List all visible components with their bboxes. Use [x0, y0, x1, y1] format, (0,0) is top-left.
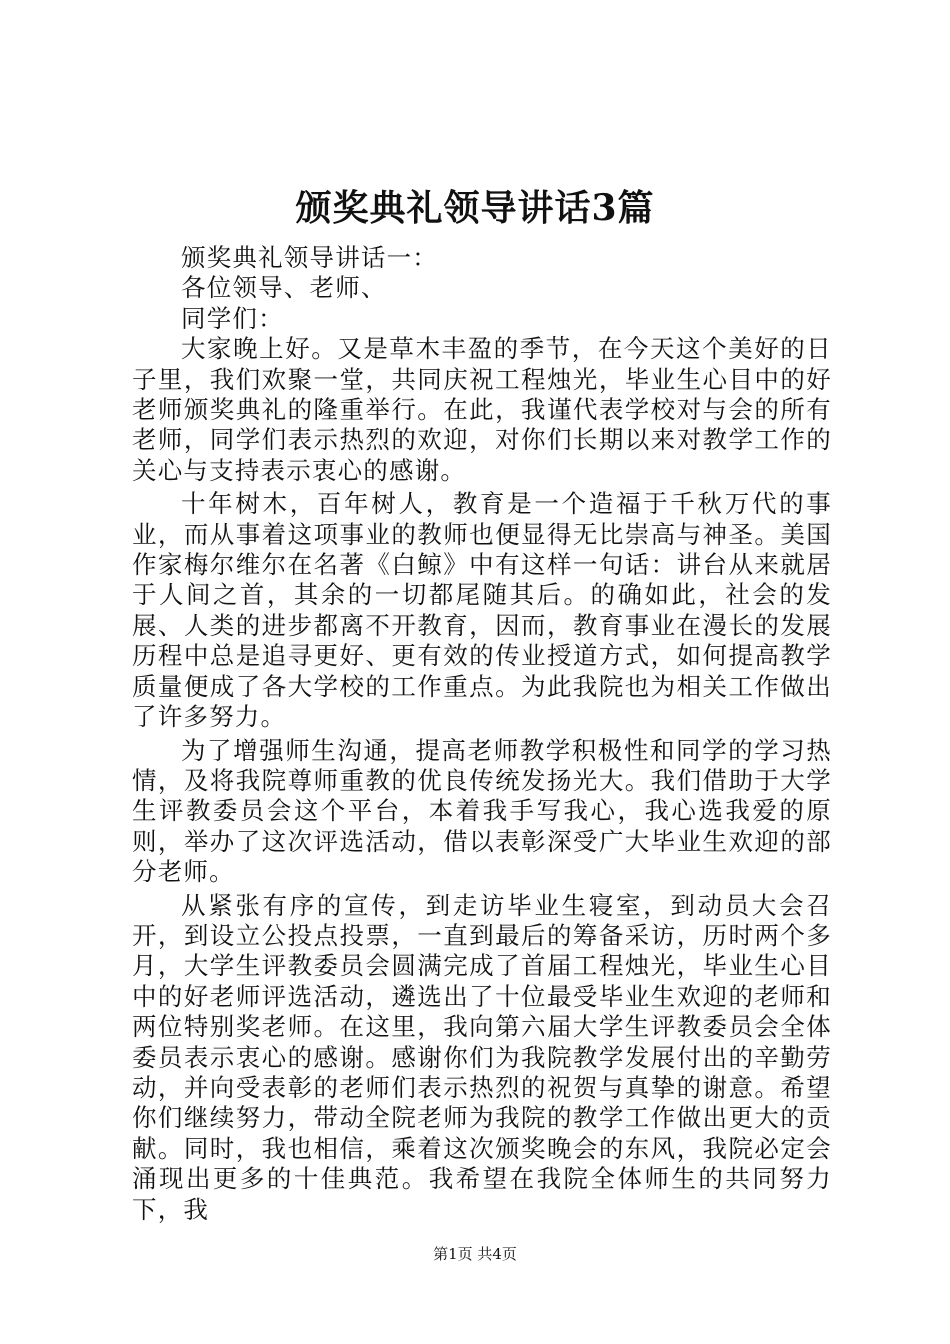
paragraph: 大家晚上好。又是草木丰盈的季节，在今天这个美好的日子里，我们欢聚一堂，共同庆祝工程烛光，毕业生心目中的好老师颁奖典礼的隆重举行。在此，我谨代表学校对与会的所有老师，同学们表示热烈的欢迎，对你们长期以来对教学工作的关心与支持表示衷心的感谢。	[132, 334, 832, 485]
salutation-line-1: 各位领导、老师、	[181, 273, 387, 303]
paragraph: 十年树木，百年树人，教育是一个造福于千秋万代的事业，而从事着这项事业的教师也便显得无比崇高与神圣。美国作家梅尔维尔在名著《白鲸》中有这样一句话：讲台从来就居于人间之首，其余的一切都尾随其后。的确如此，社会的发展、人类的进步都离不开教育，因而，教育事业在漫长的发展历程中总是追寻更好、更有效的传业授道方式，如何提高教学质量便成了各大学校的工作重点。为此我院也为相关工作做出了许多努力。	[132, 489, 832, 732]
page-number-footer: 第1页 共4页	[433, 1245, 517, 1263]
section-heading: 颁奖典礼领导讲话一：	[181, 243, 438, 272]
paragraph: 从紧张有序的宣传，到走访毕业生寝室，到动员大会召开，到设立公投点投票，一直到最后的筹备采访，历时两个多月，大学生评教委员会圆满完成了首届工程烛光，毕业生心目中的好老师评选活动，遴选出了十位最受毕业生欢迎的老师和两位特别奖老师。在这里，我向第六届大学生评教委员会全体委员表示衷心的感谢。感谢你们为我院教学发展付出的辛勤劳动，并向受表彰的老师们表示热烈的祝贺与真挚的谢意。希望你们继续努力，带动全院老师为我院的教学工作做出更大的贡献。同时，我也相信，乘着这次颁奖晚会的东风，我院必定会涌现出更多的十佳典范。我希望在我院全体师生的共同努力下，我	[132, 890, 832, 1224]
document-title: 颁奖典礼领导讲话3篇	[295, 187, 655, 229]
salutation-line-2: 同学们：	[181, 303, 284, 333]
paragraph: 为了增强师生沟通，提高老师教学积极性和同学的学习热情，及将我院尊师重教的优良传统发扬光大。我们借助于大学生评教委员会这个平台，本着我手写我心，我心选我爱的原则，举办了这次评选活动，借以表彰深受广大毕业生欢迎的部分老师。	[132, 735, 832, 887]
document-body	[132, 243, 832, 1225]
